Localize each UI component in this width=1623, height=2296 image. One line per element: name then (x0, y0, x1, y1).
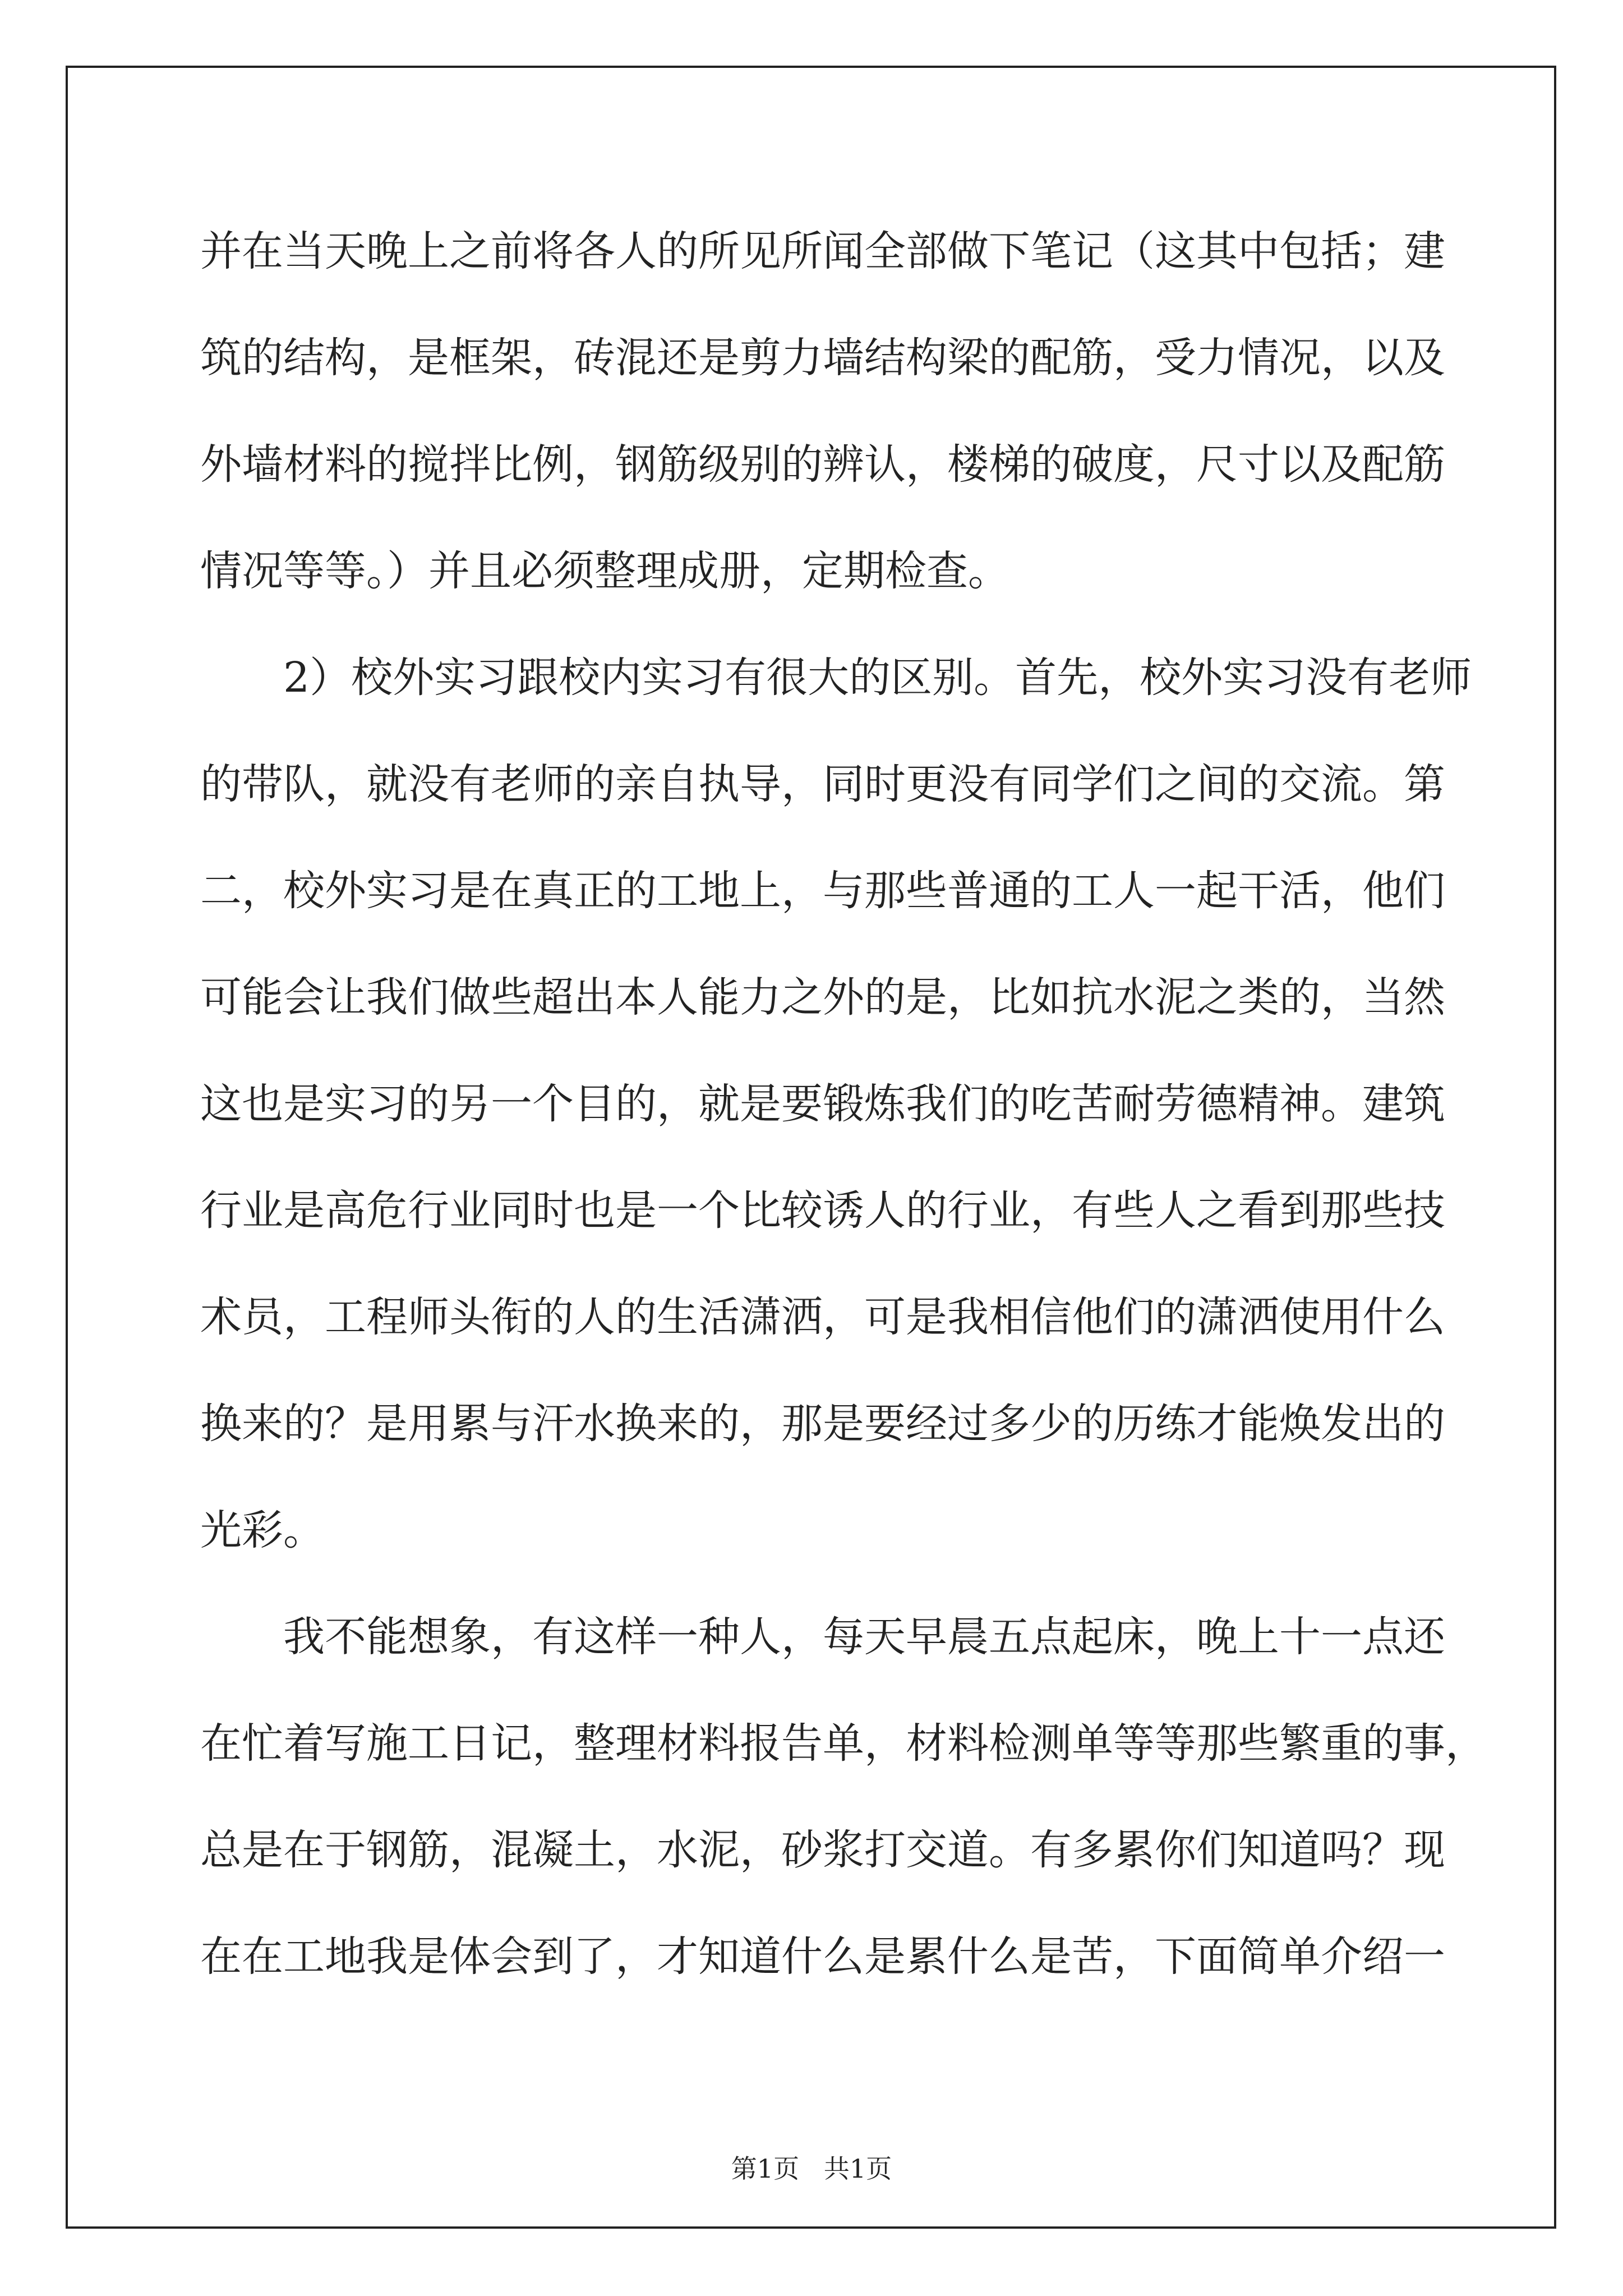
text-line: 的带队，就没有老师的亲自执导，同时更没有同学们之间的交流。第 (200, 760, 1445, 808)
text-line: 可能会让我们做些超出本人能力之外的是，比如抗水泥之类的，当然 (200, 973, 1445, 1022)
text-line: 换来的？是用累与汗水换来的，那是要经过多少的历练才能焕发出的 (200, 1400, 1445, 1448)
page-border (66, 66, 1556, 2229)
text-line: 术员，工程师头衔的人的生活潇洒，可是我相信他们的潇洒使用什么 (200, 1293, 1445, 1341)
text-line: 在忙着写施工日记，整理材料报告单，材料检测单等等那些繁重的事， (200, 1719, 1487, 1768)
text-line: 这也是实习的另一个目的，就是要锻炼我们的吃苦耐劳德精神。建筑 (200, 1080, 1445, 1128)
text-line: 二，校外实习是在真正的工地上，与那些普通的工人一起干活，他们 (200, 867, 1445, 915)
text-line: 我不能想象，有这样一种人，每天早晨五点起床，晚上十一点还 (200, 1613, 1445, 1661)
text-line: 情况等等。）并且必须整理成册，定期检查。 (200, 547, 1009, 595)
text-line: 行业是高危行业同时也是一个比较诱人的行业，有些人之看到那些技 (200, 1186, 1445, 1235)
text-line: 在在工地我是体会到了，才知道什么是累什么是苦，下面简单介绍一 (200, 1932, 1445, 1981)
text-line: 光彩。 (200, 1506, 325, 1554)
text-line: 外墙材料的搅拌比例，钢筋级别的辨认，楼梯的破度，尺寸以及配筋 (200, 440, 1445, 489)
text-line: 总是在于钢筋，混凝土，水泥，砂浆打交道。有多累你们知道吗？现 (200, 1826, 1445, 1874)
text-line: 并在当天晚上之前将各人的所见所闻全部做下笔记（这其中包括；建 (200, 227, 1445, 275)
page-footer: 第1页 共1页 (731, 2154, 892, 2184)
text-line: 2）校外实习跟校内实习有很大的区别。首先，校外实习没有老师 (200, 654, 1472, 702)
text-line: 筑的结构，是框架，砖混还是剪力墙结构梁的配筋，受力情况，以及 (200, 334, 1445, 382)
